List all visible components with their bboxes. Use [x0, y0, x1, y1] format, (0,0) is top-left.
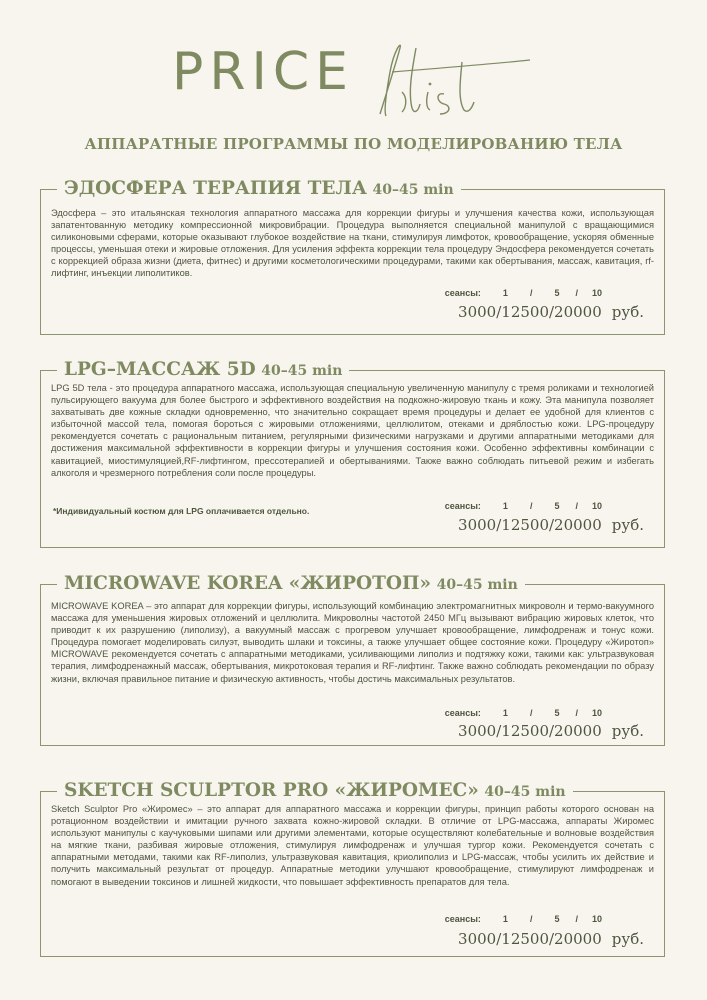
- program-description: Эдосфера – это итальянская технология аппаратного массажа для коррекции фигуры и улучшения качества кожи, использующая запатентованную методику компрессионной микровибрации. Процедура выполняется специальной манипулой с вращающимися силиконовыми сферами, которые оказывают глубокое воздействие на ткани, стимулируя лимфоток, кровообращение, ускоряя обменные процессы, уменьшая отеки и жировые отложения. Для усиления эффекта коррекции тела процедуру Эндосфера рекомендуется сочетать с коррекцией образа жизни (диета, фитнес) и другими косметологическими процедурами, такими как обертывания, массаж, кавитация, rf-лифтинг, инъекции липолитиков.: [51, 208, 654, 279]
- program-description: Sketch Sculptor Pro «Жиромес» – это аппарат для аппаратного массажа и коррекции фигуры, принцип работы которого основан на ротационном воздействии и имитации ручного захвата кожно-жировой складки. В отличие от LPG-массажа, аппараты Жиромес используют манипулы с каучуковыми шипами или другими элементами, которые осуществляют колебательные и волновые воздействия на мягкие ткани, разбивая жировые отложения, стимулируя лимфодренаж и улучшая тургор кожи. Рекомендуется сочетать с аппаратными методами, такими как RF-липолиз, ультразвуковая кавитация, криолиполиз и LPG-массаж, чтобы усилить их действие и получить максимальный результат от процедур. Аппаратные методики улучшают кровообращение, стимулируют лимфодренаж и помогают в выведении токсинов и лишней жидкости, что повышает эффективность препаратов для тела.: [51, 804, 654, 887]
- sessions-row: [445, 914, 602, 924]
- sessions-separator: /: [575, 914, 578, 924]
- price-values: 3000/12500/20000: [458, 930, 602, 948]
- price-currency: руб.: [611, 722, 644, 740]
- price-currency: руб.: [611, 930, 644, 948]
- costume-note: *Индивидуальный костюм для LPG оплачивается отдельно.: [53, 506, 310, 516]
- program-name: SKETCH SCULPTOR PRO «ЖИРОМЕС»: [64, 780, 479, 801]
- price-currency: руб.: [611, 303, 644, 321]
- sessions-row: [445, 501, 602, 511]
- sessions-row: [445, 708, 602, 718]
- program-duration: 40–45 min: [436, 577, 518, 593]
- sessions-separator: /: [575, 708, 578, 718]
- sessions-10: 10: [591, 914, 602, 924]
- sessions-separator: /: [529, 501, 533, 511]
- program-heading: [57, 358, 349, 383]
- price-values: 3000/12500/20000: [458, 722, 602, 740]
- sessions-separator: /: [529, 914, 533, 924]
- sessions-separator: /: [529, 708, 533, 718]
- price-values: 3000/12500/20000: [458, 303, 602, 321]
- program-duration: 40–45 min: [484, 784, 566, 800]
- price-row: [458, 722, 644, 740]
- program-heading: [57, 779, 573, 804]
- sessions-1: 1: [502, 708, 508, 718]
- sessions-separator: /: [575, 288, 578, 298]
- program-heading: [57, 177, 461, 202]
- sessions-5: 5: [554, 708, 560, 718]
- program-card-microwave: [40, 573, 665, 746]
- program-card-endosphere: [40, 178, 665, 335]
- program-heading: [57, 572, 525, 597]
- sessions-5: 5: [554, 914, 560, 924]
- logo-script: [372, 42, 532, 122]
- program-duration: 40–45 min: [372, 182, 454, 198]
- price-values: 3000/12500/20000: [458, 516, 602, 534]
- sessions-label: сеансы:: [444, 708, 481, 718]
- program-name: LPG–МАССАЖ 5D: [64, 359, 256, 380]
- sessions-5: 5: [554, 501, 560, 511]
- logo-word: PRICE: [172, 42, 354, 102]
- sessions-label: сеансы:: [444, 501, 481, 511]
- program-name: ЭДОСФЕРА ТЕРАПИЯ ТЕЛА: [64, 178, 367, 199]
- sessions-label: сеансы:: [444, 288, 481, 298]
- program-description: MICROWAVE KOREA – это аппарат для коррекции фигуры, использующий комбинацию электромагнитных микроволн и термо-вакуумного массажа для уменьшения жировых отложений и целлюлита. Микроволны частотой 2450 МГц вызывают вибрацию жировых клеток, что приводит к их разрушению (липолизу), а вакуумный массаж с прогревом улучшает кровообращение, лимфодренаж и тонус кожи. Процедура помогает моделировать силуэт, выводить шлаки и токсины, а также улучшает общее состояние кожи. Процедуру «Жиротоп» MICROWAVE рекомендуется сочетать с аппаратными методиками, усиливающими липолиз и подтяжку кожи, такими как: ультразвуковая терапия, лимфодренажный массаж, обертывания, микротоковая терапия и RF-лифтинг. Также важно соблюдать рекомендации по образу жизни, включая правильное питание и физическую активность, чтобы достичь максимальных результатов.: [51, 601, 654, 684]
- program-card-sketch-sculptor: [40, 780, 665, 957]
- sessions-1: 1: [502, 288, 508, 298]
- sessions-row: [445, 288, 602, 298]
- price-row: [458, 930, 644, 948]
- price-list-logo: [172, 42, 532, 122]
- sessions-1: 1: [502, 501, 508, 511]
- sessions-label: сеансы:: [444, 914, 481, 924]
- sessions-10: 10: [591, 708, 602, 718]
- program-duration: 40–45 min: [261, 363, 343, 379]
- sessions-5: 5: [554, 288, 560, 298]
- price-currency: руб.: [611, 516, 644, 534]
- sessions-separator: /: [575, 501, 578, 511]
- program-card-lpg: [40, 359, 665, 548]
- program-description: LPG 5D тела - это процедура аппаратного массажа, использующая специальную увеличенную манипулу с тремя роликами и технологией пульсирующего вакуума для более быстрого и эффективного воздействия на подкожно-жировую ткань и кожу. Эта манипула позволяет захватывать две кожные складки одновременно, что значительно сокращает время процедуры и делает ее удобной для клиентов с избыточной массой тела, помогая бороться с жировыми отложениями, целлюлитом, отеками и дряблостью кожи. LPG-процедуру рекомендуется сочетать с рациональным питанием, регулярными физическими нагрузками и другими аппаратными методиками для достижения максимальной эффективности в коррекции фигуры и улучшения состояния кожи. Особенно эффективны комбинации с кавитацией, миостимуляцией,RF-лифтингом, прессотерапией и обертываниями. Также важно соблюдать питьевой режим и избегать алкоголя и чрезмерного потребления соли после процедуры.: [51, 383, 654, 478]
- program-name: MICROWAVE KOREA «ЖИРОТОП»: [64, 573, 432, 594]
- sessions-10: 10: [591, 501, 602, 511]
- sessions-separator: /: [529, 288, 533, 298]
- price-row: [458, 516, 644, 534]
- sessions-1: 1: [502, 914, 508, 924]
- page-title: АППАРАТНЫЕ ПРОГРАММЫ ПО МОДЕЛИРОВАНИЮ ТЕЛА: [84, 135, 623, 153]
- sessions-10: 10: [591, 288, 602, 298]
- price-row: [458, 303, 644, 321]
